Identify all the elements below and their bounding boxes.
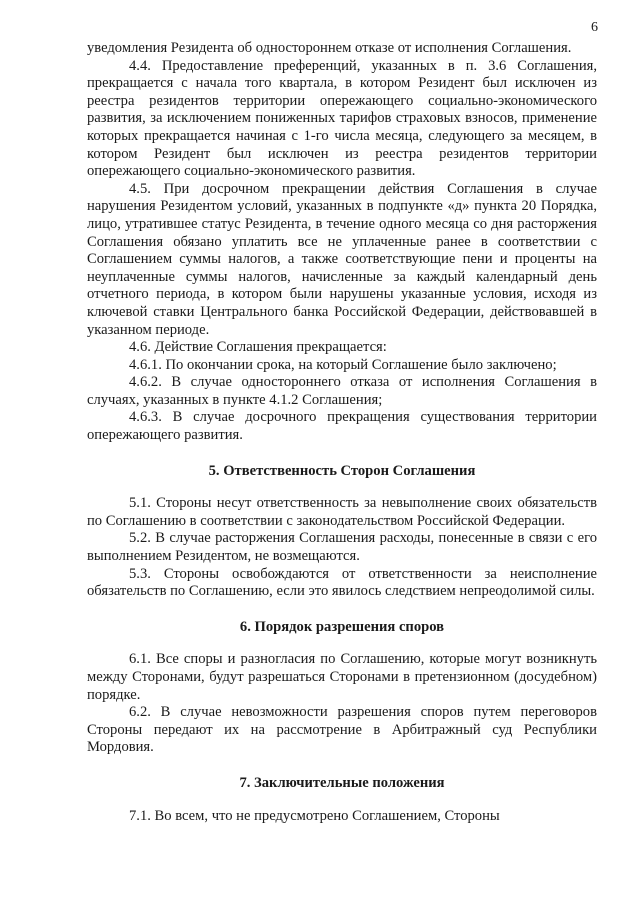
page-number: 6 bbox=[591, 20, 598, 35]
document-body bbox=[87, 40, 597, 825]
section-5-heading: 5. Ответственность Сторон Соглашения bbox=[208, 462, 476, 479]
paragraph-4-6-2: 4.6.2. В случае одностороннего отказа от исполнения Соглашения в случаях, указанных в пункте 4.1.2 Соглашения; bbox=[87, 374, 597, 408]
paragraph-6-1: 6.1. Все споры и разногласия по Соглашению, которые могут возникнуть между Сторонами, будут разрешаться Сторонами в претензионном (досудебном) порядке. bbox=[87, 651, 597, 703]
paragraph-6-2: 6.2. В случае невозможности разрешения споров путем переговоров Стороны передают их на рассмотрение в Арбитражный суд Республики Мордовия. bbox=[87, 704, 597, 756]
section-7-heading: 7. Заключительные положения bbox=[239, 774, 445, 791]
paragraph-4-6-3: 4.6.3. В случае досрочного прекращения существования территории опережающего развития. bbox=[87, 409, 597, 444]
paragraph-5-1: 5.1. Стороны несут ответственность за невыполнение своих обязательств по Соглашению в соответствии с законодательством Российской Федерации. bbox=[87, 495, 597, 529]
paragraph-continuation: уведомления Резидента об одностороннем отказе от исполнения Соглашения. bbox=[87, 40, 572, 56]
paragraph-4-5: 4.5. При досрочном прекращении действия Соглашения в случае нарушения Резидентом условий, указанных в подпункте «д» пункта 20 Порядка, лицо, утратившее статус Резидента, в течение одного месяца со дня расторжения Соглашения обязано уплатить все не уплаченные ранее в соответствии с Соглашением суммы налогов, а также соответствующие пени и проценты на неуплаченные суммы налогов, начисленные за каждый календарный день отчетного периода, в котором были нарушены указанные условия, исходя из ключевой ставки Центрального банка Российской Федерации, действовавшей в указанном периоде. bbox=[87, 180, 597, 338]
paragraph-7-1: 7.1. Во всем, что не предусмотрено Соглашением, Стороны bbox=[129, 807, 500, 824]
paragraph-5-2: 5.2. В случае расторжения Соглашения расходы, понесенные в связи с его выполнением Резидентом, не возмещаются. bbox=[87, 530, 597, 565]
paragraph-4-4: 4.4. Предоставление преференций, указанных в п. 3.6 Соглашения, прекращается с начала того квартала, в котором Резидент был исключен из реестра резидентов территории опережающего социально-экономического развития, за исключением пониженных тарифов страховых взносов, применение которых прекращается начиная с 1-го числа месяца, следующего за месяцем, в котором Резидент был исключен из реестра резидентов территории опережающего социально-экономического развития. bbox=[87, 57, 597, 180]
section-6-heading: 6. Порядок разрешения споров bbox=[239, 618, 445, 635]
paragraph-4-6-1: 4.6.1. По окончании срока, на который Соглашение было заключено; bbox=[129, 356, 557, 373]
paragraph-5-3: 5.3. Стороны освобождаются от ответственности за неисполнение обязательств по Соглашению, если это явилось следствием непреодолимой силы. bbox=[87, 565, 597, 600]
paragraph-4-6: 4.6. Действие Соглашения прекращается: bbox=[129, 339, 387, 356]
